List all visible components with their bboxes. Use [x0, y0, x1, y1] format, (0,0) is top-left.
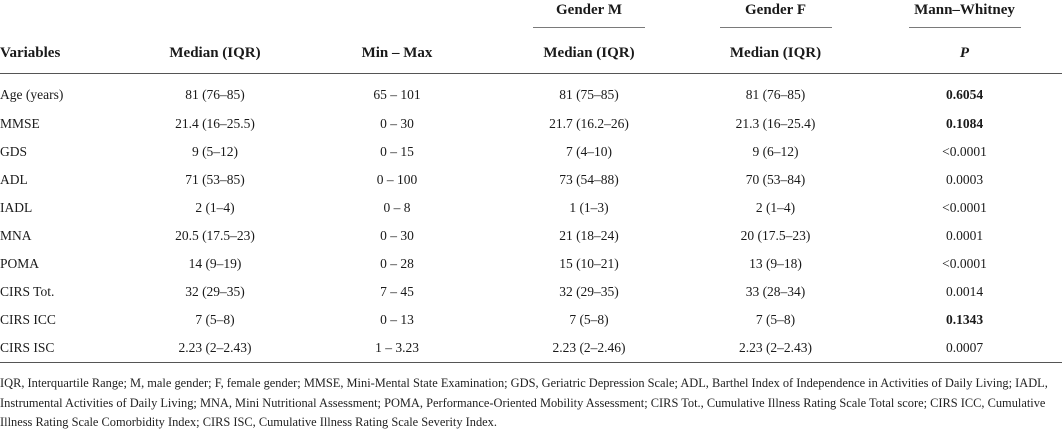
female-median-iqr-cell: 33 (28–34) [745, 284, 806, 299]
gender-m-group-header [494, 0, 684, 35]
median-iqr-cell: 32 (29–35) [185, 284, 245, 299]
min-max-cell: 1 – 3.23 [300, 334, 494, 363]
p-value-cell: 0.0007 [867, 334, 1062, 363]
p-value-cell: <0.0001 [942, 256, 987, 271]
variable-cell: IADL [0, 200, 33, 215]
min-max-cell: 0 – 30 [380, 116, 414, 131]
male-median-iqr-cell: 32 (29–35) [559, 284, 619, 299]
variable-cell: GDS [0, 144, 28, 159]
female-median-iqr-cell: 9 (6–12) [752, 144, 799, 159]
table-row [0, 334, 1062, 363]
female-median-iqr-cell: 81 (76–85) [745, 87, 806, 102]
min-max-cell: 0 – 100 [376, 172, 418, 187]
variable-cell: ADL [0, 172, 28, 187]
min-max-cell: 0 – 15 [380, 144, 414, 159]
gender-f-label: Gender F [720, 2, 832, 28]
min-max-cell: 65 – 101 [373, 87, 421, 102]
variable-cell: POMA [0, 256, 40, 271]
median-iqr-cell: 7 (5–8) [195, 312, 235, 327]
gender-m-label: Gender M [533, 2, 645, 28]
table-row [0, 166, 1062, 194]
p-value-cell: 0.0014 [945, 284, 984, 299]
p-value-cell: 0.0003 [945, 172, 984, 187]
gender-f-group-header [684, 0, 867, 35]
female-median-iqr-cell: 2.23 (2–2.43) [684, 334, 867, 363]
min-max-cell: 0 – 13 [380, 312, 414, 327]
variable-cell: CIRS Tot. [0, 284, 55, 299]
median-iqr-cell: 81 (76–85) [185, 87, 245, 102]
median-iqr-cell: 71 (53–85) [185, 172, 245, 187]
median-iqr-cell: 14 (9–19) [188, 256, 242, 271]
table-row [0, 110, 1062, 138]
mann-whitney-group-header [867, 0, 1062, 35]
median-iqr-cell: 20.5 (17.5–23) [175, 228, 255, 243]
male-median-iqr-cell: 7 (5–8) [569, 312, 609, 327]
table-header [0, 0, 1062, 74]
male-median-iqr-cell: 2.23 (2–2.46) [494, 334, 684, 363]
male-median-iqr-cell: 81 (75–85) [559, 87, 619, 102]
group-header-row [0, 0, 1062, 35]
median-iqr-cell: 21.4 (16–25.5) [175, 116, 255, 131]
min-max-cell: 0 – 28 [380, 256, 414, 271]
female-median-iqr-cell: 70 (53–84) [745, 172, 806, 187]
table-row [0, 306, 1062, 334]
table-row [0, 74, 1062, 111]
female-median-iqr-cell: 13 (9–18) [749, 256, 802, 271]
median-iqr-cell: 2.23 (2–2.43) [130, 334, 300, 363]
min-max-cell: 7 – 45 [380, 284, 414, 299]
p-value-cell: 0.1084 [945, 116, 984, 131]
mann-whitney-label: Mann–Whitney [909, 2, 1021, 28]
median-iqr-cell: 9 (5–12) [191, 144, 239, 159]
min-max-cell: 0 – 30 [380, 228, 414, 243]
median-iqr-cell: 2 (1–4) [195, 200, 235, 215]
table-row [0, 278, 1062, 306]
male-median-iqr-cell: 1 (1–3) [569, 200, 609, 215]
female-median-iqr-cell: 7 (5–8) [755, 312, 796, 327]
median-iqr-header: Median (IQR) [130, 35, 300, 74]
male-median-iqr-cell: 21.7 (16.2–26) [549, 116, 629, 131]
blank-header-cell [0, 0, 130, 35]
variable-cell: Age (years) [0, 87, 64, 102]
table-row [0, 194, 1062, 222]
min-max-cell: 0 – 8 [383, 200, 411, 215]
p-value-cell: 0.6054 [945, 87, 984, 102]
variable-cell: CIRS ICC [0, 312, 56, 327]
p-value-cell: 0.1343 [945, 312, 984, 327]
p-value-cell: 0.0001 [945, 228, 984, 243]
blank-header-cell [300, 0, 494, 35]
min-max-header: Min – Max [300, 35, 494, 74]
table-row [0, 138, 1062, 166]
variable-cell: MNA [0, 228, 32, 243]
male-median-iqr-cell: 21 (18–24) [559, 228, 619, 243]
variable-cell: MMSE [0, 116, 40, 131]
female-median-iqr-cell: 2 (1–4) [755, 200, 796, 215]
column-header-row [0, 35, 1062, 74]
table-row [0, 222, 1062, 250]
variables-header: Variables [0, 35, 130, 74]
p-value-cell: <0.0001 [942, 200, 987, 215]
f-median-iqr-header: Median (IQR) [684, 35, 867, 74]
blank-header-cell [130, 0, 300, 35]
female-median-iqr-cell: 20 (17.5–23) [740, 228, 811, 243]
p-value-cell: <0.0001 [942, 144, 987, 159]
variable-cell: CIRS ISC [0, 334, 130, 363]
table-body [0, 74, 1062, 363]
m-median-iqr-header: Median (IQR) [494, 35, 684, 74]
male-median-iqr-cell: 7 (4–10) [565, 144, 613, 159]
male-median-iqr-cell: 73 (54–88) [559, 172, 619, 187]
male-median-iqr-cell: 15 (10–21) [559, 256, 619, 271]
p-value-header: P [867, 35, 1062, 74]
table-row [0, 250, 1062, 278]
female-median-iqr-cell: 21.3 (16–25.4) [735, 116, 816, 131]
table-footnote: IQR, Interquartile Range; M, male gender; F, female gender; MMSE, Mini-Mental State Examination; GDS, Geriatric Depression Scale; ADL, Barthel Index of Independence in Activities of Daily Living; IADL, Instrumental Activities of Daily Living; MNA, Mini Nutritional Assessment; POMA, Performance-Oriented Mobility Assessment; CIRS Tot., Cumulative Illness Rating Scale Total score; CIRS ICC, Cumulative Illness Rating Scale Comorbidity Index; CIRS ISC, Cumulative Illness Rating Scale Severity Index. [0, 376, 1048, 429]
